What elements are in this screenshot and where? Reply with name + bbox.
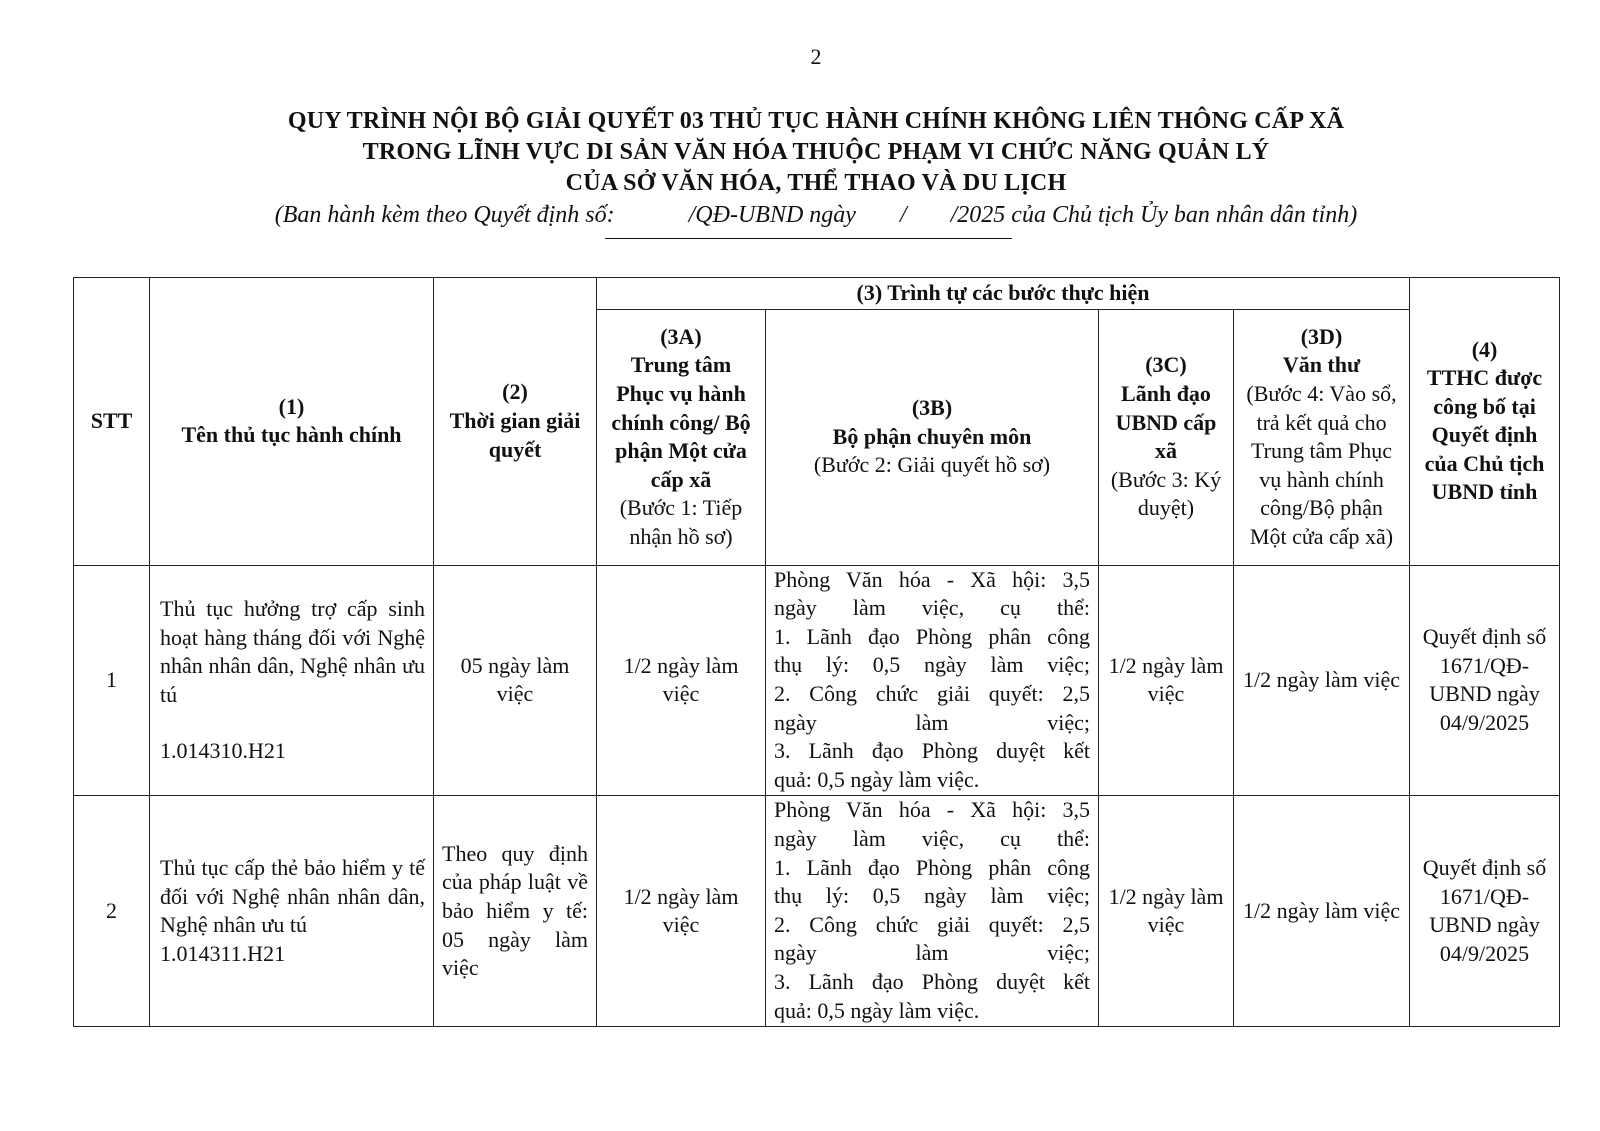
header-step-3c: (3C) Lãnh đạo UBND cấp xã (Bước 3: Ký duyệt) (1099, 309, 1234, 565)
cell-step-3c: 1/2 ngày làm việc (1099, 565, 1234, 796)
procedure-table (73, 277, 1560, 1027)
cell-step-3b: Phòng Văn hóa - Xã hội: 3,5 ngày làm việc, cụ thể: 1. Lãnh đạo Phòng phân công thụ lý: 0,5 ngày làm việc; 2. Công chức giải quyết: 2,5 ngày làm việc; 3. Lãnh đạo Phòng duyệt kết quả: 0,5 ngày làm việc. (766, 796, 1099, 1027)
header-decision: (4) TTHC được công bố tại Quyết định của Chủ tịch UBND tỉnh (1410, 278, 1560, 566)
document-subtitle (0, 199, 1600, 231)
document-title (0, 106, 1600, 231)
header-step-3d: (3D) Văn thư (Bước 4: Vào sổ, trả kết quả cho Trung tâm Phục vụ hành chính công/Bộ phận Một cửa cấp xã) (1234, 309, 1410, 565)
subtitle-part-4: /2025 của Chủ tịch Ủy ban nhân dân tỉnh) (950, 202, 1358, 228)
cell-processing-time: Theo quy định của pháp luật về bảo hiểm y tế: 05 ngày làm việc (434, 796, 597, 1027)
cell-step-3a: 1/2 ngày làm việc (597, 796, 766, 1027)
subtitle-underline (605, 238, 1012, 239)
title-line-2: TRONG LĨNH VỰC DI SẢN VĂN HÓA THUỘC PHẠM VI CHỨC NĂNG QUẢN LÝ (362, 139, 1270, 165)
header-steps-group: (3) Trình tự các bước thực hiện (597, 278, 1410, 310)
table-row (74, 565, 1560, 796)
header-stt: STT (74, 278, 150, 566)
subtitle-part-1: (Ban hành kèm theo Quyết định số: (274, 202, 615, 228)
cell-processing-time: 05 ngày làm việc (434, 565, 597, 796)
cell-decision: Quyết định số 1671/QĐ-UBND ngày 04/9/2025 (1410, 796, 1560, 1027)
cell-stt: 2 (74, 796, 150, 1027)
cell-step-3d: 1/2 ngày làm việc (1234, 796, 1410, 1027)
page-number: 2 (810, 44, 822, 69)
title-line-1: QUY TRÌNH NỘI BỘ GIẢI QUYẾT 03 THỦ TỤC HÀNH CHÍNH KHÔNG LIÊN THÔNG CẤP XÃ (287, 108, 1345, 134)
cell-decision: Quyết định số 1671/QĐ-UBND ngày 04/9/2025 (1410, 565, 1560, 796)
table-row (74, 796, 1560, 1027)
header-step-3b: (3B) Bộ phận chuyên môn (Bước 2: Giải quyết hồ sơ) (766, 309, 1099, 565)
subtitle-part-3: / (899, 202, 907, 228)
procedure-code: 1.014310.H21 (160, 738, 286, 764)
procedure-code: 1.014311.H21 (160, 940, 286, 966)
cell-procedure-name: Thủ tục hưởng trợ cấp sinh hoạt hàng tháng đối với Nghệ nhân nhân dân, Nghệ nhân ưu tú 1.014310.H21 (150, 565, 434, 796)
header-procedure-name: (1) Tên thủ tục hành chính (150, 278, 434, 566)
subtitle-part-2: /QĐ-UBND ngày (688, 202, 856, 228)
title-line-3: CỦA SỞ VĂN HÓA, THỂ THAO VÀ DU LỊCH (565, 170, 1067, 196)
cell-step-3c: 1/2 ngày làm việc (1099, 796, 1234, 1027)
header-processing-time: (2) Thời gian giải quyết (434, 278, 597, 566)
cell-step-3d: 1/2 ngày làm việc (1234, 565, 1410, 796)
cell-step-3a: 1/2 ngày làm việc (597, 565, 766, 796)
cell-stt: 1 (74, 565, 150, 796)
cell-step-3b: Phòng Văn hóa - Xã hội: 3,5 ngày làm việc, cụ thể: 1. Lãnh đạo Phòng phân công thụ lý: 0,5 ngày làm việc; 2. Công chức giải quyết: 2,5 ngày làm việc; 3. Lãnh đạo Phòng duyệt kết quả: 0,5 ngày làm việc. (766, 565, 1099, 796)
cell-procedure-name: Thủ tục cấp thẻ bảo hiểm y tế đối với Nghệ nhân nhân dân, Nghệ nhân ưu tú 1.014311.H21 (150, 796, 434, 1027)
header-step-3a: (3A) Trung tâm Phục vụ hành chính công/ Bộ phận Một cửa cấp xã (Bước 1: Tiếp nhận hồ sơ) (597, 309, 766, 565)
